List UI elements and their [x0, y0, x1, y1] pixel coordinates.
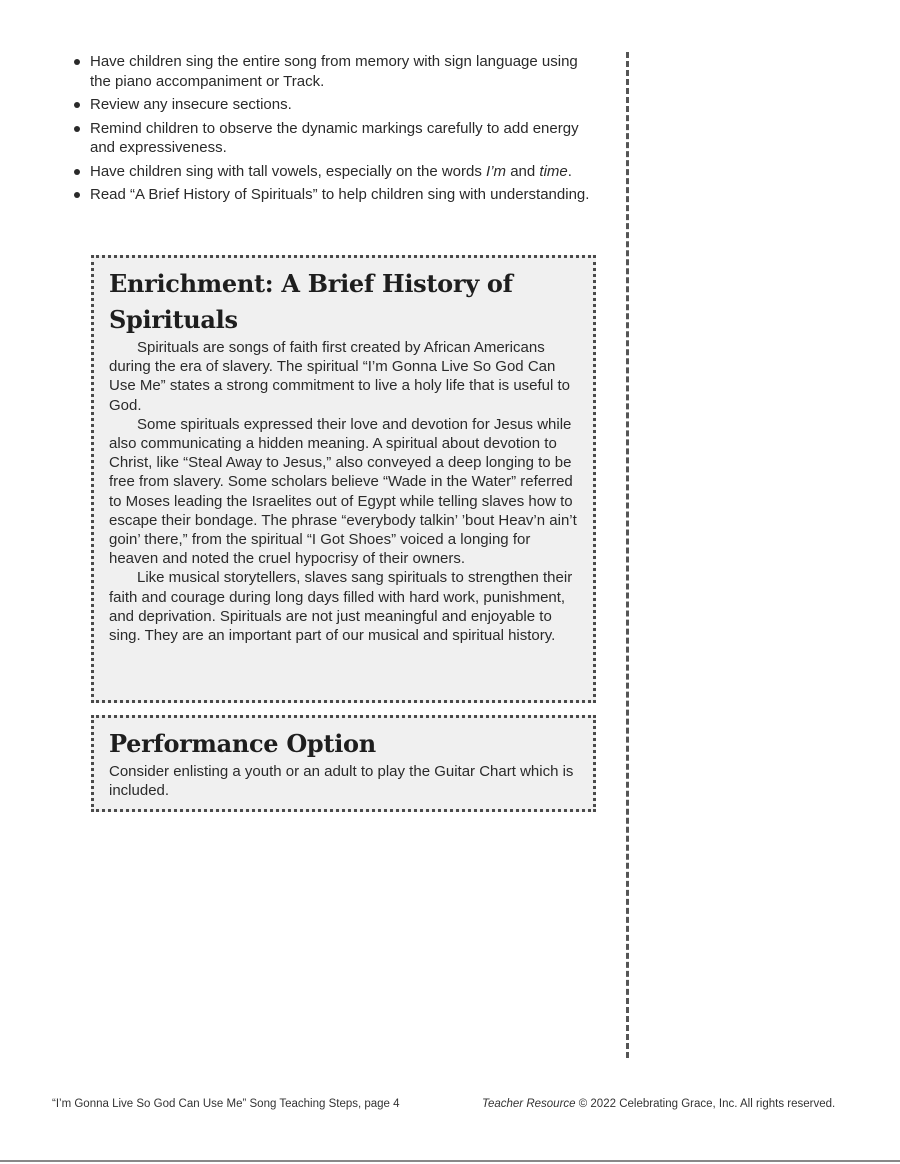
enrichment-paragraph: Spirituals are songs of faith first created by African Americans during the era of slavery. The spiritual “I’m Gonna Live So God Can Use Me” states a strong commitment to live a holy life that is useful to God. — [109, 339, 571, 414]
list-item: Read “A Brief History of Spirituals” to help children sing with understanding. — [72, 185, 600, 205]
performance-option-title: Performance Option — [109, 729, 376, 758]
enrichment-title: Enrichment: A Brief History of Spirituals — [109, 269, 513, 334]
performance-option-text: Consider enlisting a youth or an adult to play the Guitar Chart which is included. — [109, 763, 574, 800]
performance-option-box — [91, 715, 596, 812]
enrichment-paragraph: Like musical storytellers, slaves sang spirituals to strengthen their faith and courage during long days filled with hard work, punishment, and deprivation. Spirituals are not just meaningful and enjoyable to sing. They are an important part of our musical and spiritual history. — [109, 569, 573, 645]
enrichment-paragraph: Some spirituals expressed their love and devotion for Jesus while also communicating a hidden meaning. A spiritual about devotion to Christ, like “Steal Away to Jesus,” also conveyed a deep longing to be free from slavery. Some scholars believe “Wade in the Water” referred to Moses leading the Israelites out of Egypt while telling slaves how to escape their bondage. The phrase “everybody talkin’ ’bout Heav’n ain’t goin’ there,” from the spiritual “I Got Shoes” voiced a longing for heaven and noted the cruel hypocrisy of their owners. — [109, 415, 577, 568]
bullet-icon — [74, 169, 80, 175]
list-item: Review any insecure sections. — [72, 95, 600, 115]
bullet-icon — [74, 126, 80, 132]
bullet-icon — [74, 102, 80, 108]
emphasized-word: time — [539, 162, 568, 180]
emphasized-word: I’m — [486, 162, 507, 180]
column-divider — [626, 52, 629, 1058]
bullet-icon — [74, 192, 80, 198]
teaching-steps-list — [72, 52, 600, 209]
list-item: Have children sing with tall vowels, especially on the words I’m and time. — [72, 162, 600, 182]
footer-copyright: Teacher Resource © 2022 Celebrating Grace, Inc. All rights reserved. — [482, 1098, 836, 1110]
bullet-icon — [74, 59, 80, 65]
footer-page-label: “I’m Gonna Live So God Can Use Me” Song Teaching Steps, page 4 — [52, 1098, 400, 1110]
list-item: Remind children to observe the dynamic markings carefully to add energy and expressiveness. — [72, 119, 600, 158]
page-bottom-edge — [0, 1160, 900, 1162]
list-item: Have children sing the entire song from memory with sign language using the piano accompaniment or Track. — [72, 52, 600, 91]
enrichment-box — [91, 255, 596, 703]
